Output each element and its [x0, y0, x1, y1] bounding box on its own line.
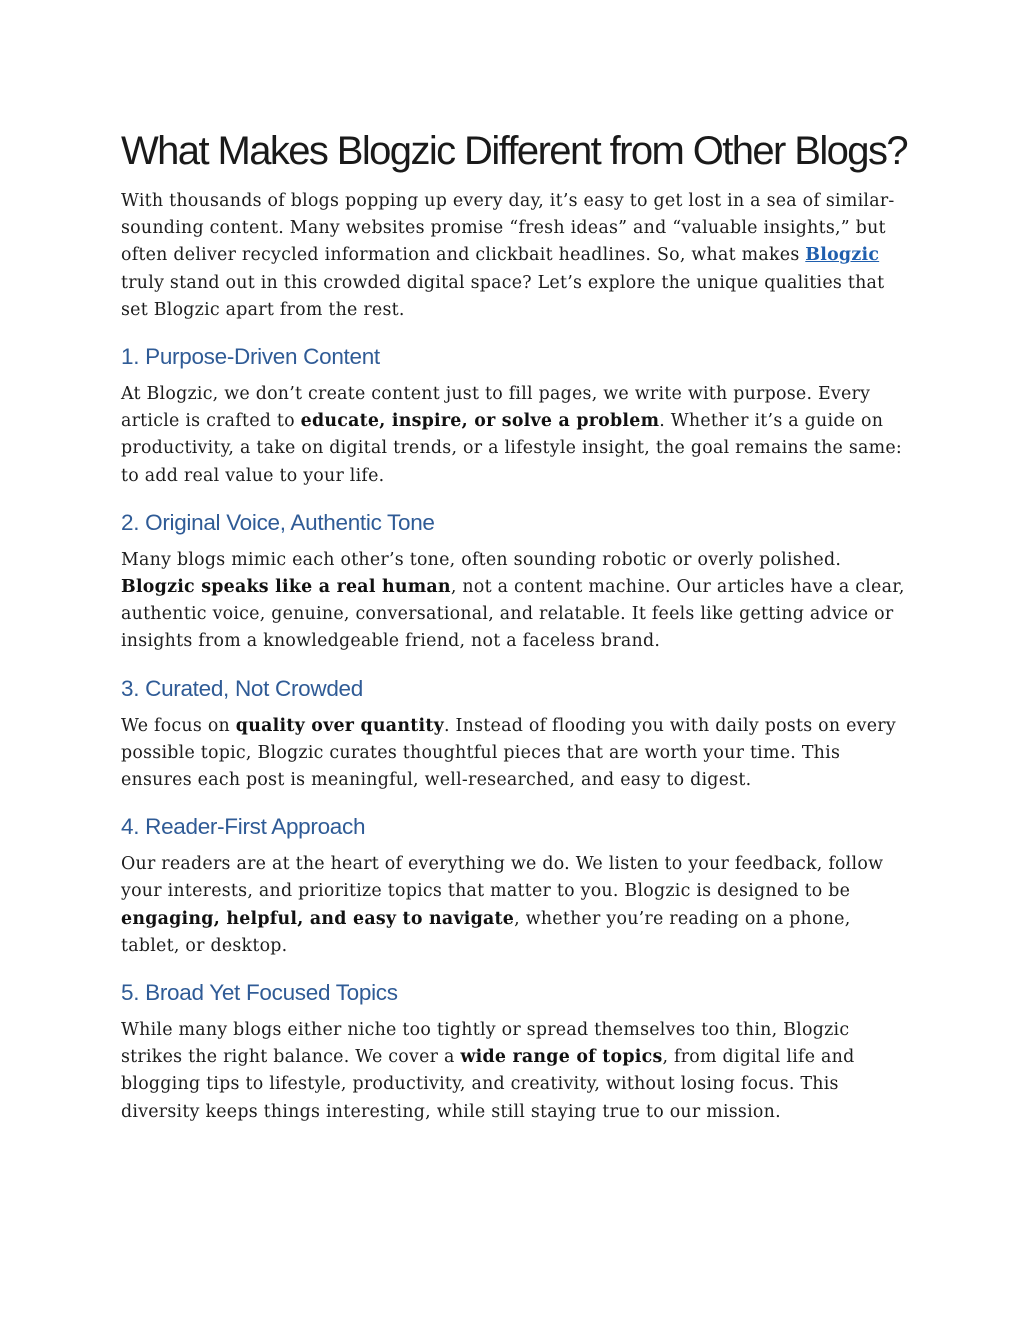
section-paragraph-original-voice: [121, 547, 911, 656]
section-text: , whether you’re reading on a phone, tablet, or desktop.: [121, 908, 851, 956]
section-heading-broad-topics: 5. Broad Yet Focused Topics: [121, 980, 398, 1006]
section-text: While many blogs either niche too tightly or spread themselves too thin, Blogzic strikes the right balance. We cover a: [121, 1020, 850, 1068]
section-text: , not a content machine. Our articles have a clear, authentic voice, genuine, conversational, and relatable. It feels like getting advice or insights from a knowledgeable friend, not a faceless brand.: [121, 577, 905, 652]
section-bold-text: engaging, helpful, and easy to navigate: [121, 908, 515, 929]
intro-text-start: With thousands of blogs popping up every day, it’s easy to get lost in a sea of similar-sounding content. Many websites promise “fresh ideas” and “valuable insights,” but often deliver recycled information and clickbait headlines. So, what makes: [121, 191, 895, 266]
section-text: We focus on: [121, 715, 236, 736]
section-paragraph-broad-topics: [121, 1017, 911, 1126]
section-text: At Blogzic, we don’t create content just to fill pages, we write with purpose. Every article is crafted to: [121, 384, 871, 432]
section-bold-text: quality over quantity: [235, 715, 444, 736]
section-heading-curated: 3. Curated, Not Crowded: [121, 675, 363, 701]
intro-text-end: truly stand out in this crowded digital space? Let’s explore the unique qualities that set Blogzic apart from the rest.: [121, 272, 885, 320]
section-text: Our readers are at the heart of everything we do. We listen to your feedback, follow your interests, and prioritize topics that matter to you. Blogzic is designed to be: [121, 854, 884, 902]
section-text: Many blogs mimic each other’s tone, often sounding robotic or overly polished.: [121, 549, 842, 570]
document-page: [121, 124, 911, 1126]
section-text: . Instead of flooding you with daily posts on every possible topic, Blogzic curates thoughtful pieces that are worth your time. This ensures each post is meaningful, well-researched, and easy to digest.: [121, 715, 896, 791]
section-bold-text: educate, inspire, or solve a problem: [300, 411, 660, 432]
section-bold-text: Blogzic speaks like a real human: [121, 577, 451, 598]
section-heading-original-voice: 2. Original Voice, Authentic Tone: [121, 509, 435, 535]
section-text: , from digital life and blogging tips to lifestyle, productivity, and creativity, without losing focus. This diversity keeps things interesting, while still staying true to our mission.: [121, 1047, 855, 1122]
blogzic-link[interactable]: Blogzic: [805, 245, 880, 266]
section-heading-reader-first: 4. Reader-First Approach: [121, 814, 366, 840]
section-paragraph-purpose-driven: [121, 381, 911, 490]
section-heading-purpose-driven: 1. Purpose-Driven Content: [121, 344, 380, 370]
section-text: . Whether it’s a guide on productivity, a take on digital trends, or a lifestyle insight, the goal remains the same: to add real value to your life.: [121, 411, 903, 486]
intro-paragraph: [121, 188, 911, 324]
section-bold-text: wide range of topics: [460, 1047, 663, 1068]
section-paragraph-reader-first: [121, 851, 911, 960]
section-paragraph-curated: [121, 713, 911, 795]
page-title: What Makes Blogzic Different from Other Blogs?: [121, 129, 907, 173]
